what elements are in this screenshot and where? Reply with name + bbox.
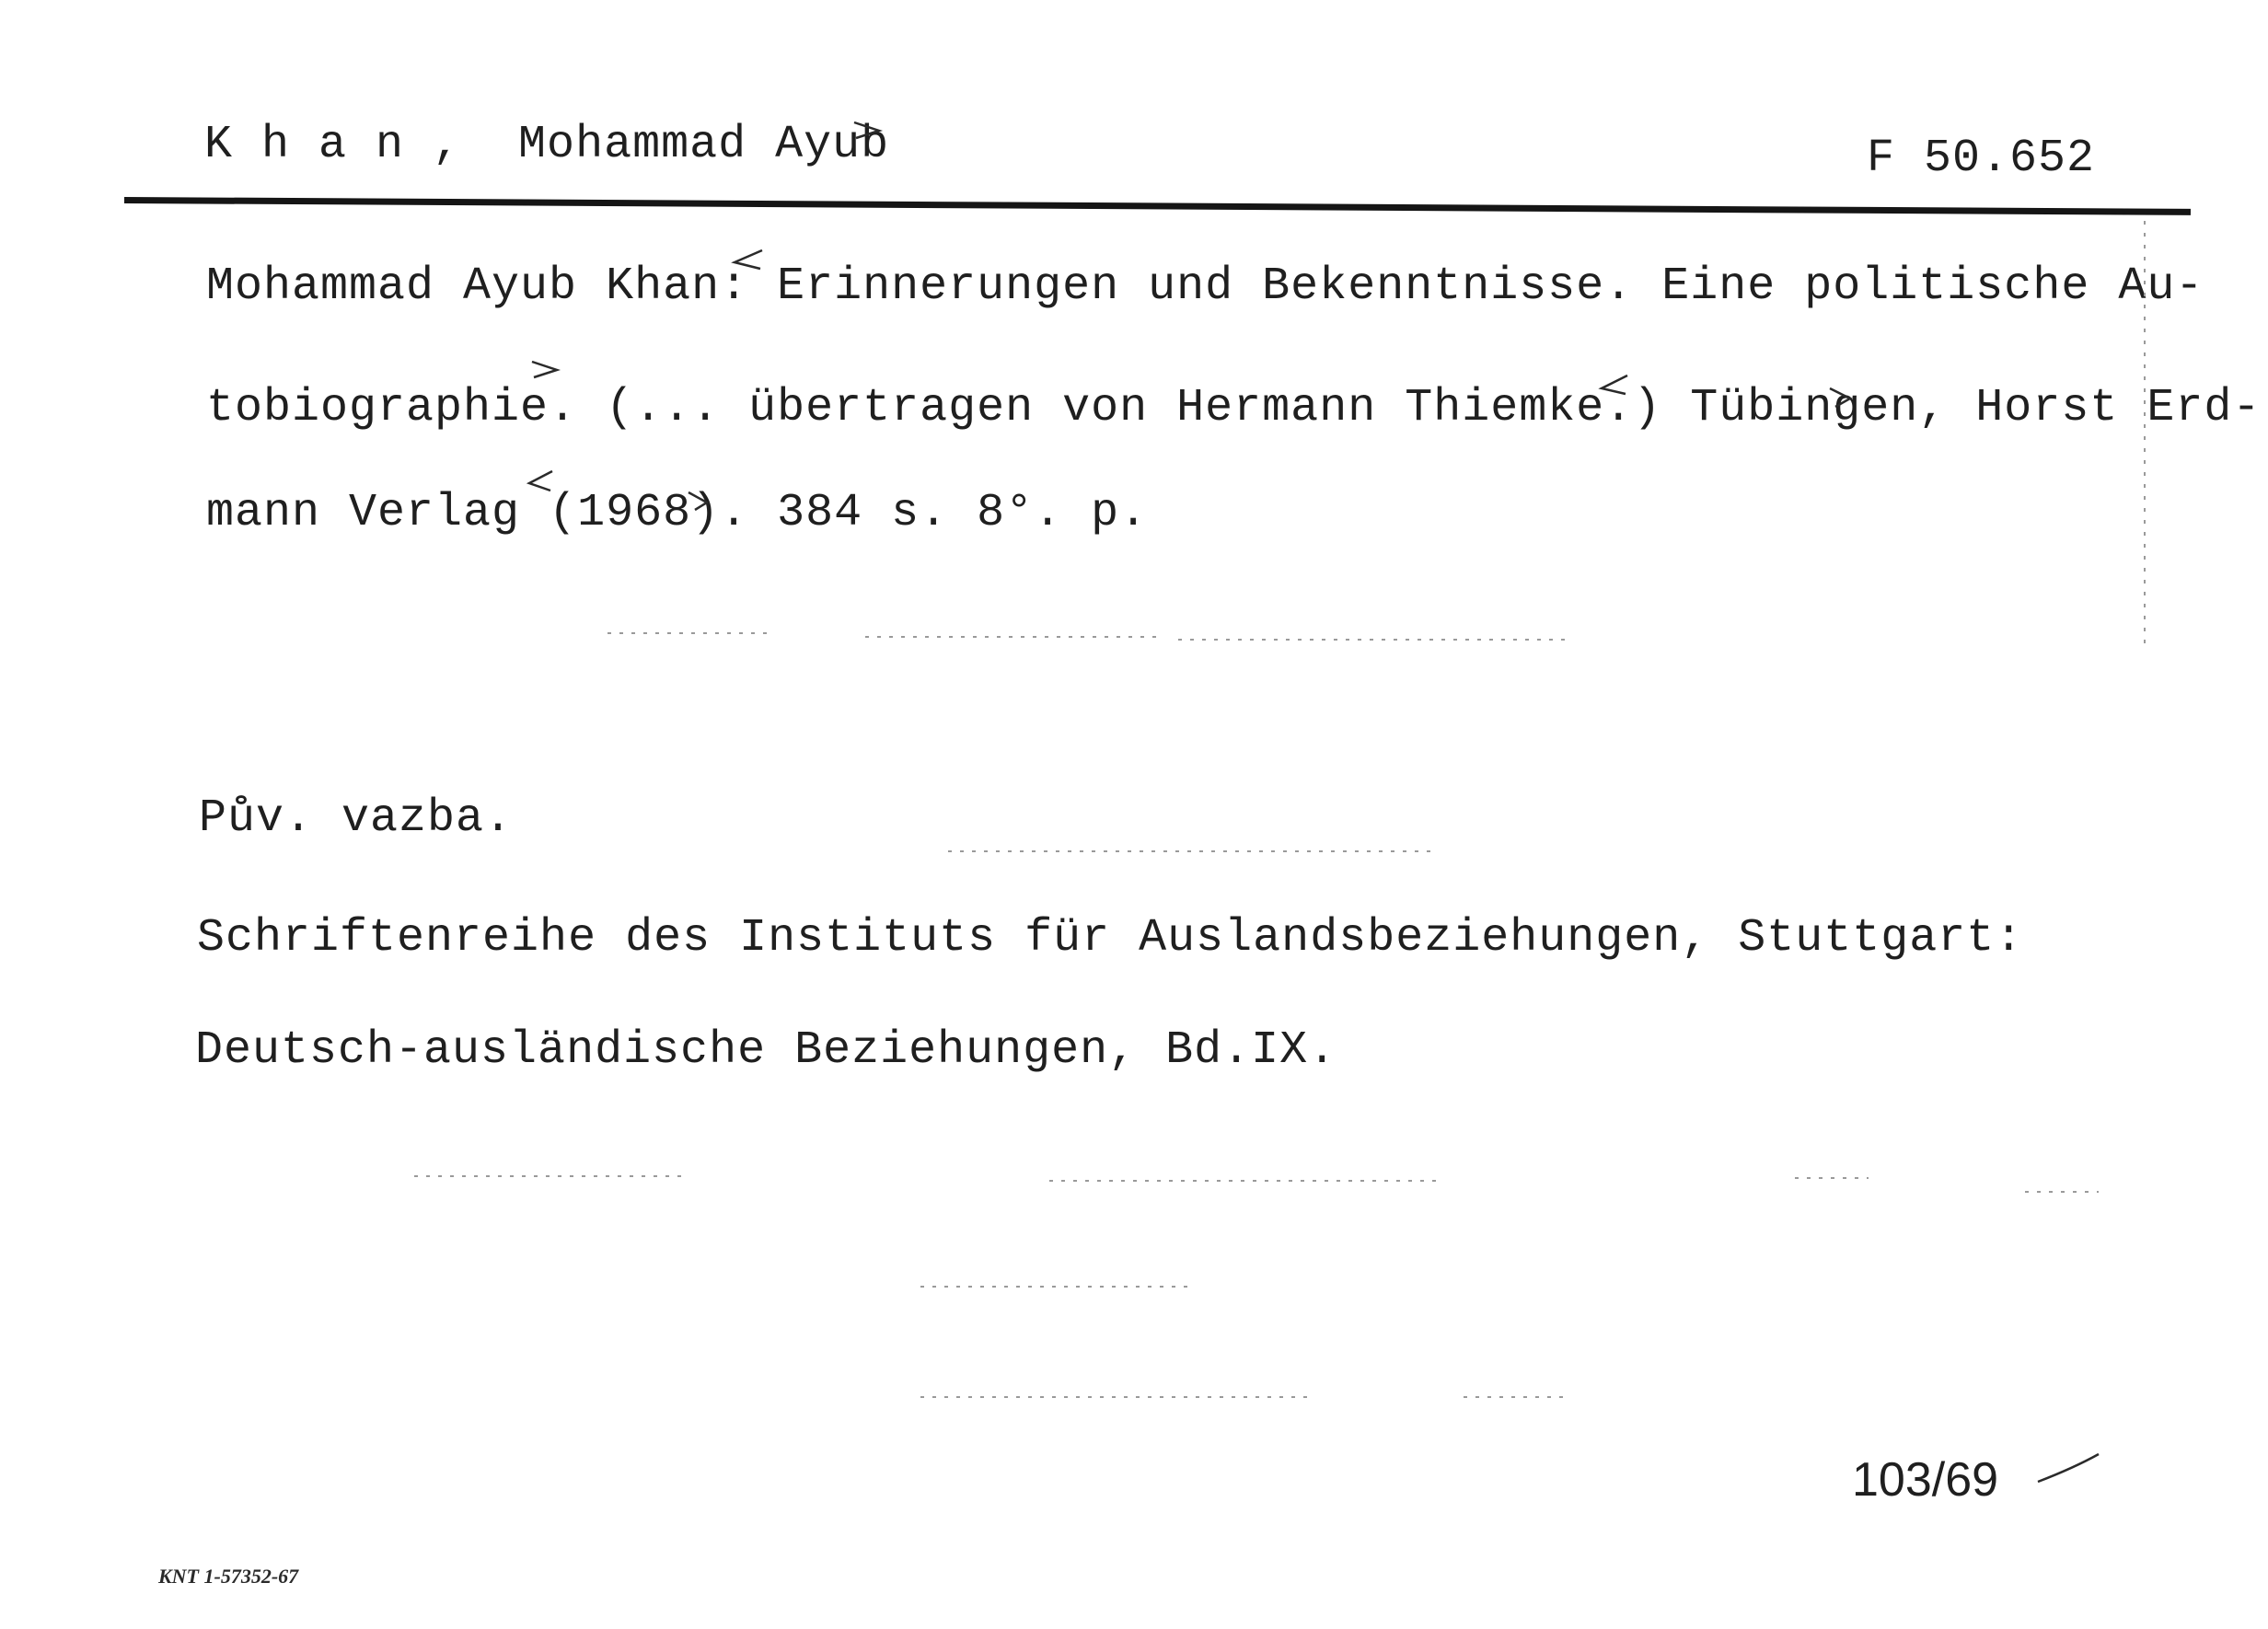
angle-mark-heading (854, 122, 879, 138)
angle-mark-place-start (1602, 375, 1627, 394)
check-stroke (2038, 1454, 2099, 1482)
angle-mark-place-end (1830, 388, 1850, 407)
scan-speckles (414, 221, 2145, 1397)
angle-mark-title-start (735, 250, 762, 269)
description-line-1: Mohammad Ayub Khan: Erinnerungen und Bekenntnisse. Eine politische Au- (206, 260, 2204, 313)
angle-mark-date-start (529, 471, 552, 491)
author-heading: K h a n , Mohammad Ayub (204, 119, 890, 171)
accession-number: 103/69 (1852, 1453, 1999, 1507)
form-code: KNT 1-57352-67 (158, 1565, 299, 1588)
series-note-line-1: Schriftenreihe des Instituts für Auslandsbeziehungen, Stuttgart: (197, 912, 2024, 965)
series-note-line-2: Deutsch-ausländische Beziehungen, Bd.IX. (195, 1024, 1337, 1077)
binding-note: Pův. vazba. (199, 792, 514, 845)
angle-mark-date-end (688, 492, 707, 510)
description-line-3: mann Verlag (1968). 384 s. 8°. p. (206, 487, 1149, 539)
angle-mark-title-end (532, 362, 557, 377)
shelfmark: F 50.652 (1867, 133, 2096, 185)
description-line-2: tobiographie. (... übertragen von Hermann Thiemke.) Tübingen, Horst Erd- (206, 382, 2262, 434)
